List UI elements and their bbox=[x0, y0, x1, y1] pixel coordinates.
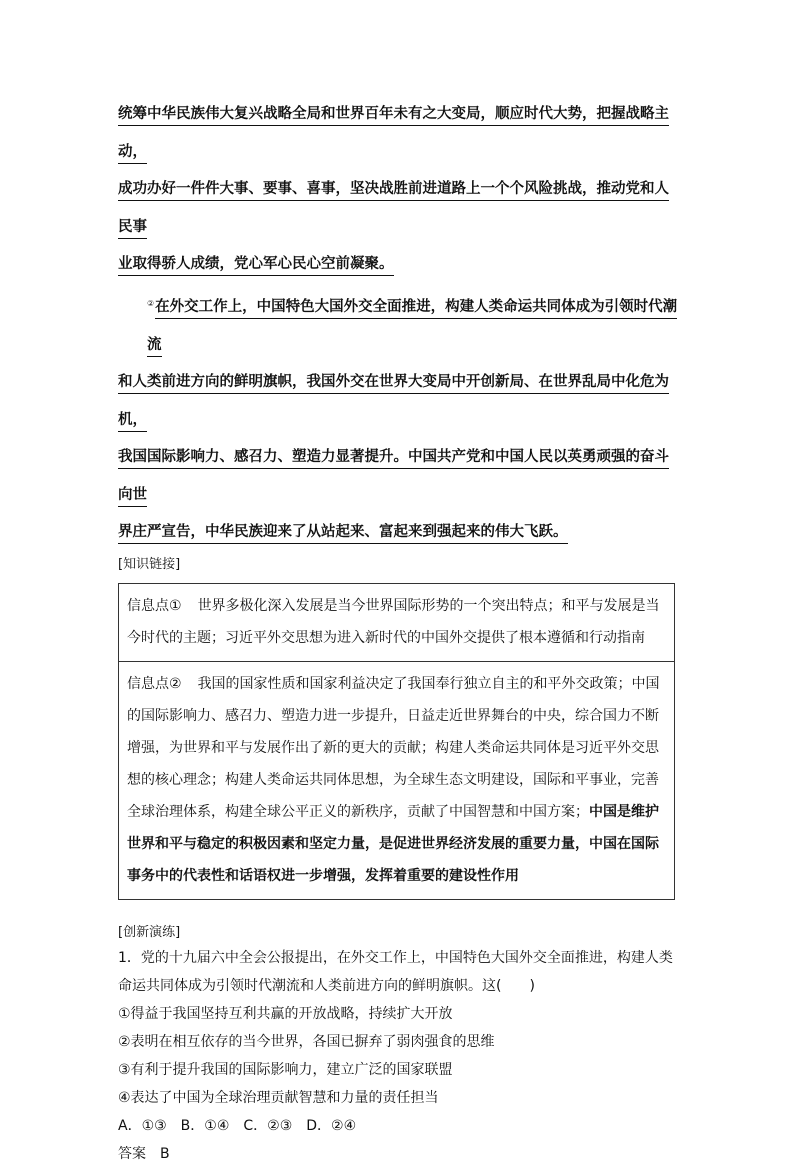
footnote-marker: ② bbox=[147, 298, 155, 308]
question-option: ②表明在相互依存的当今世界，各国已摒弃了弱肉强食的思维 bbox=[118, 1033, 495, 1050]
document-page bbox=[118, 96, 678, 1168]
passage-paragraph-1 bbox=[118, 96, 678, 284]
info-point-1-cell bbox=[119, 583, 675, 661]
info-point-2-bold-text: 中国是维护世界和平与稳定的积极因素和坚定力量，是促进世界经济发展的重要力量，中国在国际事务中的代表性和话语权进一步增强，发挥着重要的建设性作用 bbox=[127, 803, 659, 884]
passage-line: 在外交工作上，中国特色大国外交全面推进，构建人类命运共同体成为引领时代潮流 bbox=[147, 299, 677, 357]
question-option: ④表达了中国为全球治理贡献智慧和力量的责任担当 bbox=[118, 1089, 439, 1106]
passage-line: 和人类前进方向的鲜明旗帜，我国外交在世界大变局中开创新局、在世界乱局中化危为机， bbox=[118, 374, 669, 432]
passage-paragraph-2 bbox=[118, 285, 678, 552]
passage-line: 界庄严宣告，中华民族迎来了从站起来、富起来到强起来的伟大飞跃。 bbox=[118, 524, 568, 544]
knowledge-link-heading: [知识链接] bbox=[118, 556, 181, 572]
passage-line: 业取得骄人成绩，党心军心民心空前凝聚。 bbox=[118, 256, 394, 276]
practice-section bbox=[118, 922, 678, 1168]
answer-choices: A．①③ B．①④ C．②③ D．②④ bbox=[118, 1117, 357, 1134]
question-number: 1． bbox=[118, 949, 141, 966]
info-point-2-label: 信息点② bbox=[127, 675, 182, 692]
answer-value: B bbox=[160, 1145, 170, 1162]
info-point-2-text: 我国的国家性质和国家利益决定了我国奉行独立自主的和平外交政策；中国的国际影响力、感召力、塑造力进一步提升，日益走近世界舞台的中央，综合国力不断增强，为世界和平与发展作出了新的更大的贡献；构建人类命运共同体是习近平外交思想的核心理念；构建人类命运共同体思想，为全球生态文明建设，国际和平事业，完善全球治理体系，构建全球公平正义的新秩序，贡献了中国智慧和中国方案； bbox=[127, 675, 660, 820]
info-point-row bbox=[119, 583, 675, 661]
answer-label: 答案 bbox=[118, 1145, 146, 1162]
info-point-1-label: 信息点① bbox=[127, 597, 182, 614]
info-point-row bbox=[119, 661, 675, 899]
answer-line bbox=[118, 1140, 678, 1168]
passage-line: 我国国际影响力、感召力、塑造力显著提升。中国共产党和中国人民以英勇顽强的奋斗向世 bbox=[118, 449, 669, 507]
knowledge-link-table bbox=[118, 583, 675, 900]
passage-line: 统筹中华民族伟大复兴战略全局和世界百年未有之大变局，顺应时代大势，把握战略主动， bbox=[118, 106, 669, 164]
question-option: ③有利于提升我国的国际影响力，建立广泛的国家联盟 bbox=[118, 1061, 453, 1078]
question-text: 党的十九届六中全会公报提出，在外交工作上，中国特色大国外交全面推进，构建人类命运共同体成为引领时代潮流和人类前进方向的鲜明旗帜。这( ) bbox=[118, 949, 673, 994]
info-point-2-cell bbox=[119, 661, 675, 899]
info-point-1-text: 世界多极化深入发展是当今世界国际形势的一个突出特点；和平与发展是当今时代的主题；习近平外交思想为进入新时代的中国外交提供了根本遵循和行动指南 bbox=[127, 597, 660, 646]
question-option: ①得益于我国坚持互利共赢的开放战略，持续扩大开放 bbox=[118, 1005, 453, 1022]
question-stem bbox=[118, 944, 678, 1000]
passage-line: 成功办好一件件大事、要事、喜事，坚决战胜前进道路上一个个风险挑战，推动党和人民事 bbox=[118, 181, 669, 239]
practice-heading: [创新演练] bbox=[118, 924, 181, 940]
